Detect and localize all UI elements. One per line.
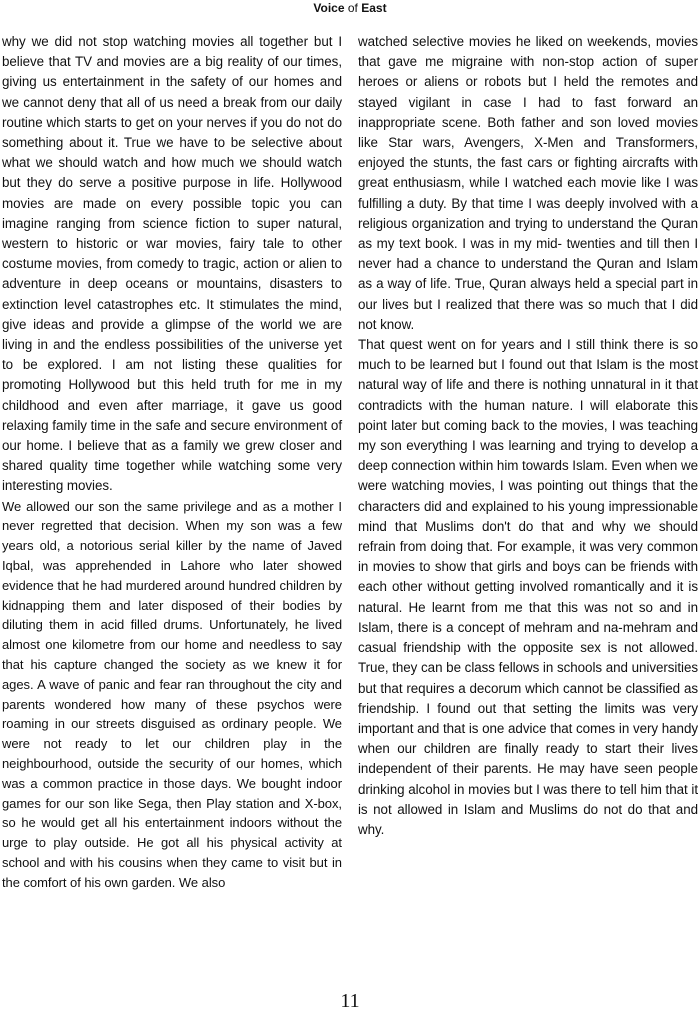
publication-name-of: of [347,1,358,15]
page-number: 11 [340,990,360,1012]
right-column [358,32,698,840]
publication-name-voice: Voice [313,1,345,15]
left-paragraph-1: why we did not stop watching movies all together but I believe that TV and movies are a big reality of our times, giving us entertainment in the safety of our homes and we cannot deny that all of us need a break from our daily routine which starts to get on your nerves if you do not do something about it. True we have to be selective about what we should watch and how much we should watch but they do serve a positive purpose in life. Hollywood movies are made on every possible topic you can imagine ranging from science fiction to super natural, western to historic or war movies, fairy tale to other costume movies, from comedy to tragic, action or alien to adventure in deep oceans or mountains, disasters to extinction level catastrophes etc. It stimulates the mind, give ideas and provide a glimpse of the world we are living in and the endless possibilities of the universe yet to be explored. I am not listing these qualities for promoting Hollywood but this held truth for me in my childhood and even after marriage, it gave us good relaxing family time in the safe and secure environment of our home. I believe that as a family we grew closer and shared quality time together while watching some very interesting movies. [2,34,342,494]
publication-name-east: East [361,1,387,15]
right-paragraph-2: That quest went on for years and I still think there is so much to be learned but I found out that Islam is the most natural way of life and there is nothing unnatural in it that contradicts with the human nature. I will elaborate this point later but coming back to the movies, I was teaching my son everything I was learning and trying to develop a deep connection within him towards Islam. Even when we were watching movies, I was pointing out things that the characters did and explained to his young impressionable mind that Muslims don't do that and why we should refrain from doing that. For example, it was very common in movies to show that girls and boys can be friends with each other without getting involved romantically and it is natural. He learnt from me that this was not so and in Islam, there is a concept of mehram and na-mehram and casual friendship with the opposite sex is not allowed. True, they can be class fellows in schools and universities but that requires a decorum which cannot be classified as friendship. I found out that setting the limits was very important and that is one advice that comes in very handy when our children are finally ready to start their lives independent of their parents. He may have seen people drinking alcohol in movies but I was there to tell him that it is not allowed in Islam and Muslims do not do that and why. [358,337,698,837]
right-paragraph-1: watched selective movies he liked on weekends, movies that gave me migraine with non-stop action of super heroes or aliens or robots but I held the remotes and stayed vigilant in case I had to fast forward an inappropriate scene. Both father and son loved movies like Star wars, Avengers, X-Men and Transformers, enjoyed the stunts, the fast cars or fighting aircrafts with great enthusiasm, while I watched each movie like I was fulfilling a duty. By that time I was deeply involved with a religious organization and trying to understand the Quran as my text book. I was in my mid- twenties and till then I never had a chance to understand the Quran and Islam as a way of life. True, Quran always held a special part in our lives but I realized that there was so much that I did not know. [358,34,698,332]
left-column [2,32,342,893]
left-paragraph-2: We allowed our son the same privilege and as a mother I never regretted that decision. When my son was a few years old, a notorious serial killer by the name of Javed Iqbal, was apprehended in Lahore who later showed evidence that he had murdered around hundred children by kidnapping them and later disposed of their bodies by diluting them in acid filled drums. Unfortunately, he lived almost one kilometre from our home and needless to say that his capture changed the society as we knew it for ages. A wave of panic and fear ran throughout the city and parents wondered how many of these psychos were roaming in our streets disguised as ordinary people. We were not ready to let our children play in the neighbourhood, outside the security of our homes, which was a common practice in those days. We bought indoor games for our son like Sega, then Play station and X-box, so he would get all his entertainment indoors without the urge to play outside. He got all his physical activity at school and with his cousins when they came to visit but in the comfort of his own garden. We also [2,498,342,890]
running-header [0,0,700,18]
